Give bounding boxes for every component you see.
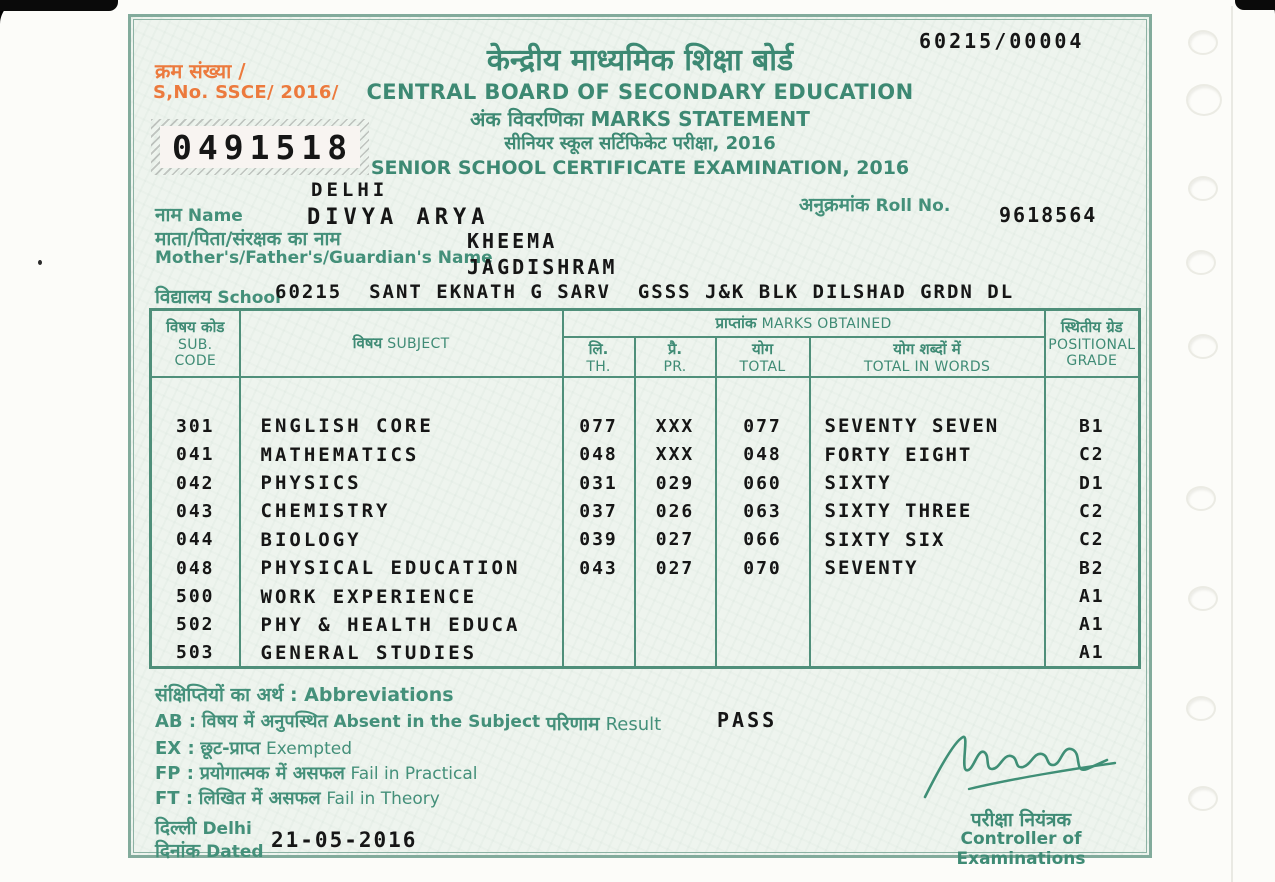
sheet-number: 60215/00004 <box>919 29 1085 53</box>
cell-total-marks: 066 <box>716 526 810 554</box>
binding-hole <box>1186 84 1222 116</box>
cell-subject-code: 502 <box>151 611 240 639</box>
roll-no-value: 9618564 <box>999 203 1098 227</box>
abbreviations-title: संक्षिप्तियों का अर्थ : Abbreviations <box>155 684 454 706</box>
cell-total-marks: 060 <box>716 469 810 497</box>
cell-subject-name: CHEMISTRY <box>240 497 563 525</box>
abbreviation-ft: FT : लिखित में असफल Fail in Theory <box>155 788 440 809</box>
cell-theory-marks <box>563 639 635 667</box>
ink-dot <box>38 260 42 265</box>
cell-total-in-words <box>810 611 1045 639</box>
cell-subject-code: 500 <box>151 582 240 610</box>
serial-number: 0491518 <box>172 127 354 167</box>
binding-hole <box>1186 486 1216 511</box>
cell-practical-marks: XXX <box>635 412 716 440</box>
parent-label-hindi: माता/पिता/संरक्षक का नाम <box>155 228 341 250</box>
school-value: 60215 SANT EKNATH G SARV GSSS J&K BLK DILSHAD GRDN DL <box>275 281 1015 303</box>
cell-subject-code: 503 <box>151 639 240 667</box>
cell-subject-code: 044 <box>151 526 240 554</box>
result-label: परिणाम Result <box>546 713 662 735</box>
binding-hole <box>1188 30 1218 55</box>
col-header-total: योग TOTAL <box>716 337 810 377</box>
cell-subject-name: PHY & HEALTH EDUCA <box>240 611 563 639</box>
cell-positional-grade: D1 <box>1045 469 1140 497</box>
board-name-hindi: केन्द्रीय माध्यमिक शिक्षा बोर्ड <box>486 43 794 78</box>
exam-title-english: SENIOR SCHOOL CERTIFICATE EXAMINATION, 2016 <box>370 157 910 179</box>
cell-total-in-words: FORTY EIGHT <box>810 441 1045 469</box>
abbreviation-ab: AB : विषय में अनुपस्थित Absent in the Subject <box>155 711 541 732</box>
cell-theory-marks: 031 <box>563 469 635 497</box>
cell-positional-grade: B1 <box>1045 412 1140 440</box>
cell-subject-code: 042 <box>151 469 240 497</box>
table-spacer-row <box>151 377 1140 413</box>
cell-practical-marks: XXX <box>635 441 716 469</box>
col-header-theory: लि. TH. <box>563 337 635 377</box>
binding-hole <box>1188 786 1218 811</box>
cell-subject-name: GENERAL STUDIES <box>240 639 563 667</box>
cell-total-in-words: SEVENTY SEVEN <box>810 412 1045 440</box>
marks-row <box>151 639 1140 667</box>
statement-title-hindi: अंक विवरणिका <box>470 107 584 131</box>
cell-subject-code: 041 <box>151 441 240 469</box>
cell-practical-marks <box>635 639 716 667</box>
marks-row <box>151 526 1140 554</box>
region-value: DELHI <box>311 179 389 201</box>
cell-theory-marks: 039 <box>563 526 635 554</box>
cell-total-marks: 077 <box>716 412 810 440</box>
marks-statement-certificate <box>128 14 1152 869</box>
marks-row <box>151 611 1140 639</box>
col-header-code: विषय कोड SUB. CODE <box>151 310 240 377</box>
cell-total-in-words <box>810 639 1045 667</box>
cell-practical-marks: 027 <box>635 554 716 582</box>
cell-theory-marks: 048 <box>563 441 635 469</box>
signature-icon <box>911 727 1131 801</box>
abbreviation-ex: EX : छूट-प्राप्त Exempted <box>155 738 352 759</box>
cell-subject-name: PHYSICAL EDUCATION <box>240 554 563 582</box>
cell-subject-name: WORK EXPERIENCE <box>240 582 563 610</box>
scan-edge-top-right <box>1235 0 1275 10</box>
exam-title-hindi: सीनियर स्कूल सर्टिफिकेट परीक्षा, 2016 <box>504 133 776 154</box>
cell-subject-name: BIOLOGY <box>240 526 563 554</box>
col-header-subject: विषय SUBJECT <box>240 310 563 377</box>
serial-label-english: S,No. SSCE/ 2016/ <box>153 82 339 103</box>
cell-positional-grade: A1 <box>1045 611 1140 639</box>
cell-subject-code: 048 <box>151 554 240 582</box>
cell-positional-grade: B2 <box>1045 554 1140 582</box>
cell-subject-name: PHYSICS <box>240 469 563 497</box>
cell-positional-grade: C2 <box>1045 526 1140 554</box>
controller-title-hindi: परीक्षा नियंत्रक <box>970 809 1072 831</box>
scan-edge-top-left <box>0 0 118 11</box>
cell-practical-marks <box>635 611 716 639</box>
student-name: DIVYA ARYA <box>307 205 490 230</box>
cell-total-in-words: SIXTY SIX <box>810 526 1045 554</box>
cell-positional-grade: A1 <box>1045 639 1140 667</box>
cell-positional-grade: C2 <box>1045 441 1140 469</box>
place-label: दिल्ली Delhi <box>155 817 252 839</box>
date-value: 21-05-2016 <box>271 828 418 852</box>
cell-total-marks <box>716 611 810 639</box>
father-name: JAGDISHRAM <box>467 255 618 279</box>
cell-total-in-words: SIXTY <box>810 469 1045 497</box>
cell-total-in-words: SEVENTY <box>810 554 1045 582</box>
cell-theory-marks <box>563 611 635 639</box>
cell-total-marks <box>716 639 810 667</box>
cell-total-marks: 048 <box>716 441 810 469</box>
name-label: नाम Name <box>155 204 243 226</box>
mother-name: KHEEMA <box>467 229 558 253</box>
cell-total-in-words: SIXTY THREE <box>810 497 1045 525</box>
signature-block <box>901 727 1141 801</box>
cell-positional-grade: A1 <box>1045 582 1140 610</box>
cell-theory-marks: 043 <box>563 554 635 582</box>
controller-title-english: Controller of Examinations <box>956 829 1086 869</box>
marks-row <box>151 582 1140 610</box>
col-header-marks-obtained: प्राप्तांक MARKS OBTAINED <box>563 310 1045 337</box>
dated-label: दिनांक Dated <box>155 840 264 862</box>
cell-theory-marks: 037 <box>563 497 635 525</box>
cell-practical-marks: 029 <box>635 469 716 497</box>
school-label: विद्यालय School <box>155 286 281 308</box>
cell-total-marks: 063 <box>716 497 810 525</box>
marks-row <box>151 412 1140 440</box>
marks-row <box>151 469 1140 497</box>
marks-row <box>151 497 1140 525</box>
col-header-practical: प्रै. PR. <box>635 337 716 377</box>
cell-subject-name: ENGLISH CORE <box>240 412 563 440</box>
marks-row <box>151 441 1140 469</box>
binding-hole <box>1188 334 1218 359</box>
cell-positional-grade: C2 <box>1045 497 1140 525</box>
serial-number-sticker <box>151 119 369 175</box>
marks-row <box>151 554 1140 582</box>
binding-hole <box>1186 250 1216 275</box>
board-name-english: CENTRAL BOARD OF SECONDARY EDUCATION <box>366 80 914 104</box>
cell-theory-marks: 077 <box>563 412 635 440</box>
statement-title-english: MARKS STATEMENT <box>590 107 810 131</box>
binding-hole <box>1186 696 1216 721</box>
col-header-grade: स्थितीय ग्रेड POSITIONAL GRADE <box>1045 310 1140 377</box>
cell-total-marks <box>716 582 810 610</box>
paper-fold-line <box>1231 6 1233 882</box>
serial-label-hindi: क्रम संख्या / <box>155 59 246 83</box>
cell-practical-marks: 026 <box>635 497 716 525</box>
result-value: PASS <box>717 708 778 732</box>
col-header-total-words: योग शब्दों में TOTAL IN WORDS <box>810 337 1045 377</box>
binding-hole <box>1188 176 1218 201</box>
cell-total-marks: 070 <box>716 554 810 582</box>
cell-practical-marks: 027 <box>635 526 716 554</box>
abbreviation-fp: FP : प्रयोगात्मक में असफल Fail in Practical <box>155 763 478 784</box>
roll-no-label: अनुक्रमांक Roll No. <box>799 194 951 216</box>
marks-table-body <box>151 377 1140 668</box>
parent-label-english: Mother's/Father's/Guardian's Name <box>155 248 493 268</box>
cell-subject-code: 043 <box>151 497 240 525</box>
cell-practical-marks <box>635 582 716 610</box>
cell-subject-code: 301 <box>151 412 240 440</box>
cell-subject-name: MATHEMATICS <box>240 441 563 469</box>
marks-table <box>149 308 1141 669</box>
cell-total-in-words <box>810 582 1045 610</box>
binding-hole <box>1188 586 1218 611</box>
cell-theory-marks <box>563 582 635 610</box>
